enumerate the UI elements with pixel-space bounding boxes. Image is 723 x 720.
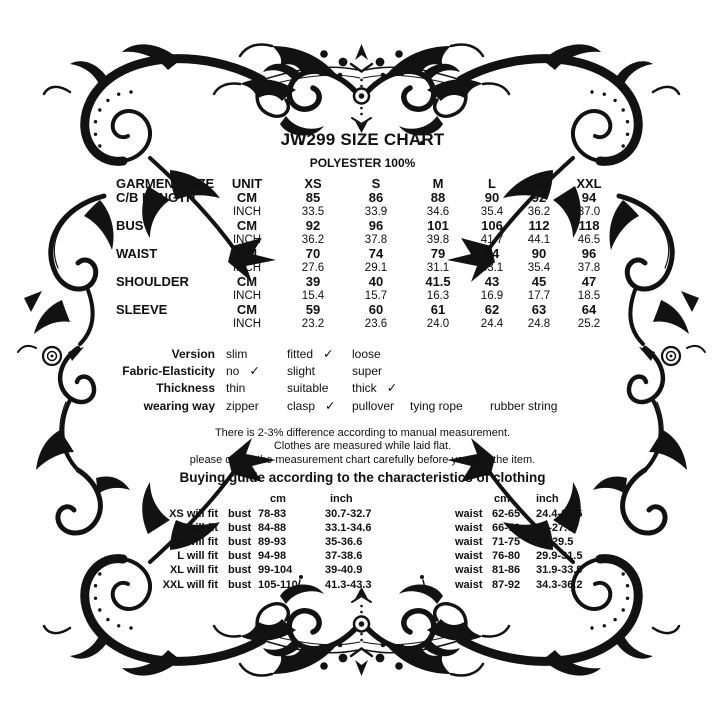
table-row: INCH 36.2 37.8 39.8 41.7 44.1 46.5: [232, 234, 601, 246]
garment-attributes: [110, 346, 615, 415]
size-measurement-table: [110, 177, 615, 331]
column-header: L: [488, 176, 496, 191]
chart-content: [110, 126, 615, 592]
guide-row: XL will fit bust 99-104 39-40.9 waist 81-86 31.9-33.9: [169, 564, 583, 577]
note-line: Clothes are measured while laid flat.: [273, 440, 452, 453]
note-line: There is 2-3% difference according to manual measurement.: [214, 426, 511, 439]
table-row: INCH 23.2 23.6 24.0 24.4 24.8 25.2: [232, 318, 601, 330]
fabric-subtitle: POLYESTER 100%: [309, 156, 416, 170]
check-icon: ✓: [386, 381, 398, 396]
column-header: S: [371, 176, 381, 191]
attribute-row-thickness: Thickness thin suitable thick ✓: [156, 381, 398, 396]
guide-row: L will fit bust 94-98 37-38.6 waist 76-80 29.9-31.5: [177, 550, 583, 563]
table-row: INCH 15.4 15.7 16.3 16.9 17.7 18.5: [232, 290, 601, 302]
table-row: BUST CM 92 96 101 106 112 118: [116, 218, 600, 233]
table-row: SLEEVE CM 59 60 61 62 63 64: [116, 302, 597, 317]
guide-row: M will fit bust 89-93 35-36.6 waist 71-75 28-29.5: [174, 535, 574, 548]
column-header: cm: [270, 493, 286, 506]
attribute-row-elasticity: Fabric-Elasticity no ✓ slight super: [122, 364, 383, 379]
page-title: JW299 SIZE CHART: [280, 130, 445, 149]
guide-header-row: [145, 492, 611, 506]
guide-row: XXL will fit bust 105-110 41.3-43.3 waist 87-92 34.3-36.2: [162, 578, 583, 591]
column-header: inch: [536, 493, 559, 506]
note-line: please check the measurement chart carefully before you buy the item.: [189, 453, 536, 466]
column-header: cm: [494, 493, 510, 506]
table-row: INCH 33.5 33.9 34.6 35.4 36.2 37.0: [232, 206, 601, 218]
check-icon: ✓: [323, 347, 334, 361]
attribute-row-version: Version slim fitted ✓ loose: [171, 347, 381, 361]
check-icon: ✓: [249, 364, 260, 379]
check-icon: ✓: [325, 398, 336, 413]
column-header: XL: [530, 176, 548, 191]
column-header: M: [432, 176, 444, 191]
column-header: UNIT: [231, 176, 263, 191]
measurement-notes: [110, 427, 615, 468]
buying-guide-title: Buying guide according to the characteristics of clothing: [179, 470, 546, 486]
table-row: SHOULDER CM 39 40 41.5 43 45 47: [116, 274, 597, 289]
table-row: C/B LENGTH CM 85 86 88 90 92 94: [116, 190, 597, 205]
column-header: inch: [330, 493, 353, 506]
table-row: WAIST CM 70 74 79 84 90 96: [116, 246, 597, 261]
table-row: INCH 27.6 29.1 31.1 33.1 35.4 37.8: [232, 262, 601, 274]
column-header: XS: [304, 176, 322, 191]
size-table-header: [110, 177, 615, 191]
guide-row: XS will fit bust 78-83 30.7-32.7 waist 62-65 24.4-25.6: [169, 507, 583, 520]
column-header: XXL: [576, 176, 602, 191]
column-header: GARMENT SIZE: [116, 176, 215, 191]
guide-row: S will fit bust 84-88 33.1-34.6 waist 66-70 26-27.6: [176, 521, 574, 534]
attribute-row-wearing-way: wearing way zipper clasp ✓ pullover tying rope rubber string: [143, 398, 558, 413]
buying-guide-table: [145, 492, 611, 591]
